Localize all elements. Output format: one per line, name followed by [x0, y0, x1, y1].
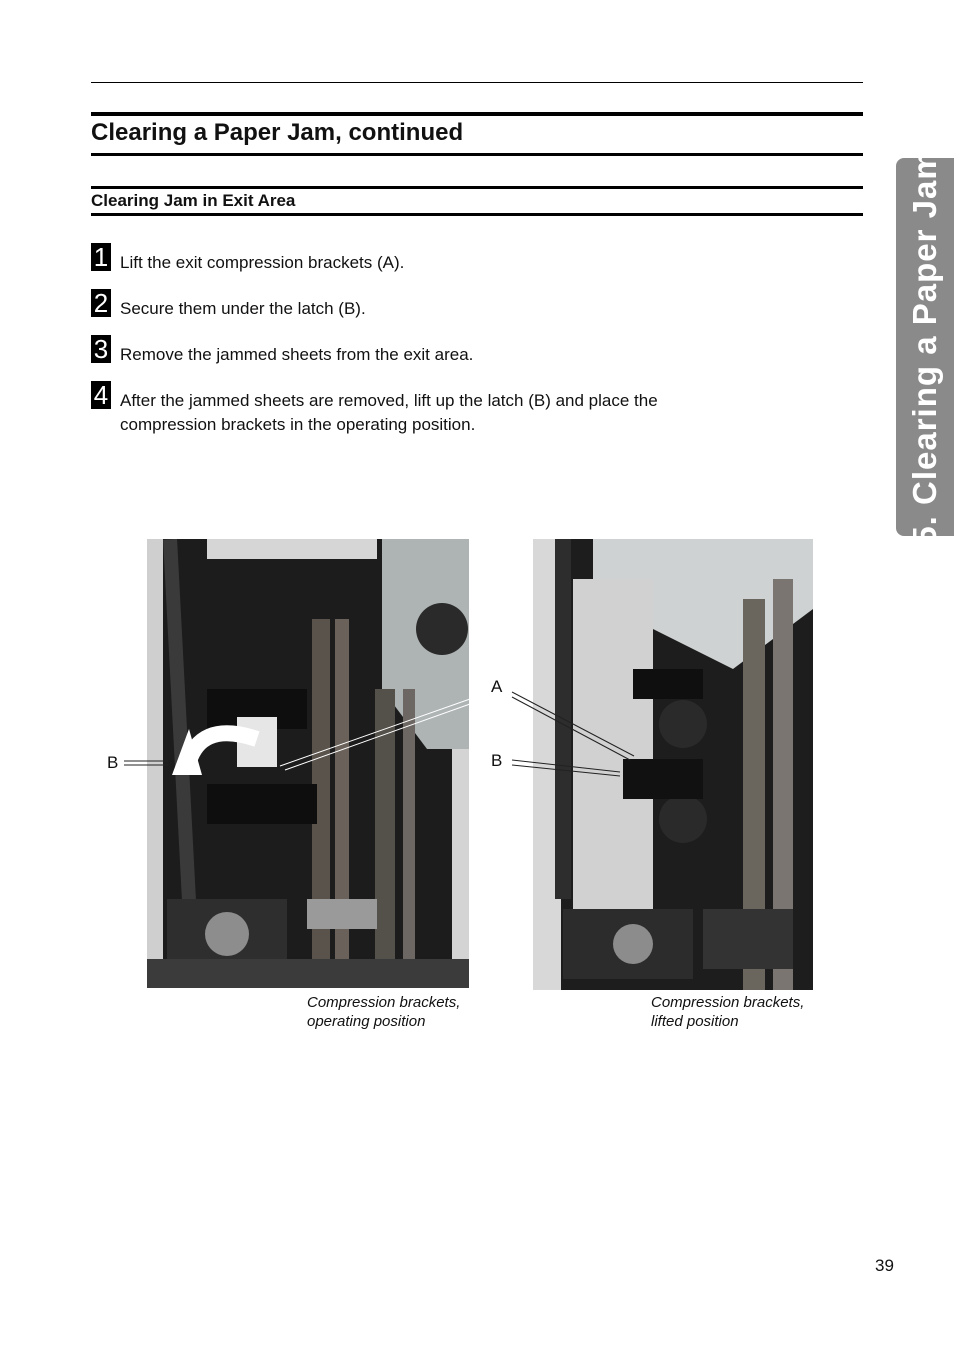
callout-a-right: A [491, 677, 503, 696]
caption-line1: Compression brackets, [307, 994, 461, 1011]
step-text-line1: After the jammed sheets are removed, lift up the latch (B) and place the [120, 391, 658, 410]
caption-lifted-position [651, 993, 804, 1031]
step-text: Remove the jammed sheets from the exit area. [120, 345, 474, 364]
step-text: Secure them under the latch (B). [120, 299, 366, 318]
page-title: Clearing a Paper Jam, continued [91, 119, 464, 146]
step-2 [91, 289, 791, 321]
step-number: 4 [91, 381, 111, 409]
step-text-line2: compression brackets in the operating position. [120, 415, 476, 434]
callout-b-left: B [107, 753, 119, 772]
page-number: 39 [875, 1256, 894, 1275]
step-number: 2 [91, 289, 111, 317]
chapter-side-tab-label: 5. Clearing a Paper Jam [906, 149, 943, 545]
photo-lifted-position [533, 539, 813, 990]
top-rule [91, 82, 863, 83]
caption-operating-position [307, 993, 460, 1031]
callout-b-right: B [491, 751, 503, 770]
title-bottom-rule [91, 153, 863, 156]
photo-operating-position [147, 539, 469, 988]
step-3 [91, 335, 791, 367]
step-number: 3 [91, 335, 111, 363]
caption-line1: Compression brackets, [651, 994, 805, 1011]
section-top-rule [91, 186, 863, 189]
step-text: Lift the exit compression brackets (A). [120, 253, 405, 272]
caption-line2: operating position [307, 1013, 426, 1030]
step-text [120, 389, 658, 437]
section-bottom-rule [91, 213, 863, 216]
section-title: Clearing Jam in Exit Area [91, 191, 296, 210]
step-4 [91, 381, 791, 441]
step-1 [91, 243, 791, 275]
chapter-side-tab [896, 149, 954, 545]
step-number: 1 [91, 243, 111, 271]
title-top-rule [91, 112, 863, 116]
caption-line2: lifted position [651, 1013, 739, 1030]
